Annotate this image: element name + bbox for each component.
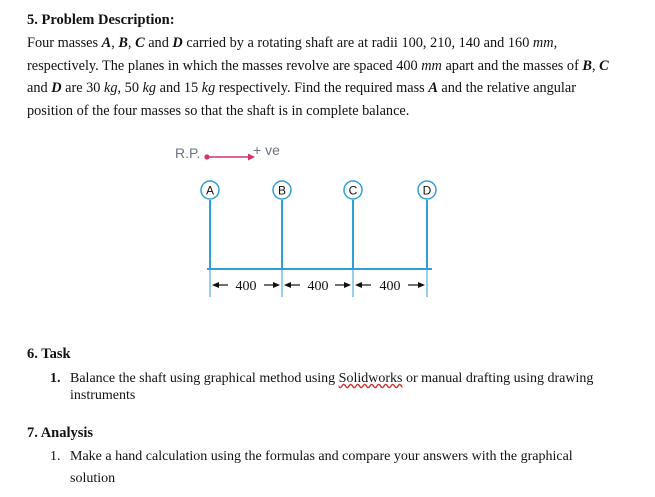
mass-symbol: D: [51, 80, 62, 97]
shaft-diagram: [160, 140, 460, 305]
problem-text-segment: ,: [127, 35, 136, 51]
problem-text-segment: and the relative angular position of the four masses so that the shaft is in complete balance.: [27, 80, 576, 119]
problem-text-segment: carried by a rotating shaft are at radii 100, 210, 140 and 160: [182, 35, 533, 51]
task-item-text: [70, 370, 610, 404]
problem-text-segment: ,: [111, 35, 119, 51]
unit-symbol: kg: [104, 80, 118, 97]
reference-plane-label: R.P.: [175, 145, 201, 161]
problem-text-segment: and: [144, 35, 173, 51]
dimension-3-left-arrowhead: [355, 282, 362, 288]
dimension-ab-label: 400: [235, 279, 257, 294]
task-text-before: Balance the shaft using graphical method using: [70, 371, 339, 386]
mass-symbol: B: [118, 35, 128, 51]
problem-text-segment: apart and the masses of: [441, 57, 583, 74]
problem-text-segment: , respectively. The planes in which the masses revolve are spaced 400: [27, 35, 558, 74]
mass-a-label: A: [205, 183, 215, 198]
dimension-cd-label: 400: [379, 279, 401, 294]
mass-symbol: C: [599, 57, 609, 74]
mass-c-label: C: [348, 183, 358, 198]
dimension-2-right-arrowhead: [344, 282, 351, 288]
mass-b-label: B: [277, 183, 287, 198]
problem-text-segment: and: [27, 80, 52, 97]
unit-symbol: kg: [142, 80, 157, 97]
mass-symbol: C: [135, 35, 145, 51]
unit-symbol: mm: [532, 35, 554, 51]
mass-symbol: D: [172, 35, 183, 51]
problem-text-segment: , 50: [117, 80, 143, 97]
mass-symbol: B: [582, 57, 592, 74]
mass-d-label: D: [422, 183, 432, 198]
section-7-heading: 7. Analysis: [27, 425, 94, 441]
problem-description-paragraph: [27, 32, 612, 122]
solidworks-term: Solidworks: [338, 371, 403, 386]
mass-symbol: A: [428, 80, 438, 97]
shaft-diagram-svg: [160, 140, 460, 305]
reference-point-dot: [204, 154, 209, 159]
analysis-item-text: Make a hand calculation using the formulas and compare your answers with the graphical solution: [70, 449, 573, 486]
dimension-2-left-arrowhead: [284, 282, 291, 288]
dimension-1-left-arrowhead: [212, 282, 219, 288]
section-6-heading: 6. Task: [27, 346, 71, 362]
task-item-number: 1.: [50, 371, 61, 386]
problem-text-segment: and 15: [156, 80, 202, 97]
positive-direction-label: + ve: [253, 142, 280, 158]
section-5-heading: 5. Problem Description:: [27, 12, 175, 28]
dimension-bc-label: 400: [307, 279, 329, 294]
task-text-after: or manual drafting using drawing instruments: [70, 371, 594, 403]
analysis-item-number: 1.: [50, 449, 61, 464]
problem-text-segment: Four masses: [27, 35, 102, 51]
unit-symbol: mm: [421, 57, 442, 74]
dimension-1-right-arrowhead: [273, 282, 280, 288]
problem-text-segment: are 30: [61, 80, 105, 97]
problem-text-segment: ,: [591, 57, 600, 74]
dimension-3-right-arrowhead: [418, 282, 425, 288]
mass-symbol: A: [101, 35, 112, 51]
problem-text-segment: respectively. Find the required mass: [215, 80, 429, 97]
unit-symbol: kg: [201, 80, 216, 97]
